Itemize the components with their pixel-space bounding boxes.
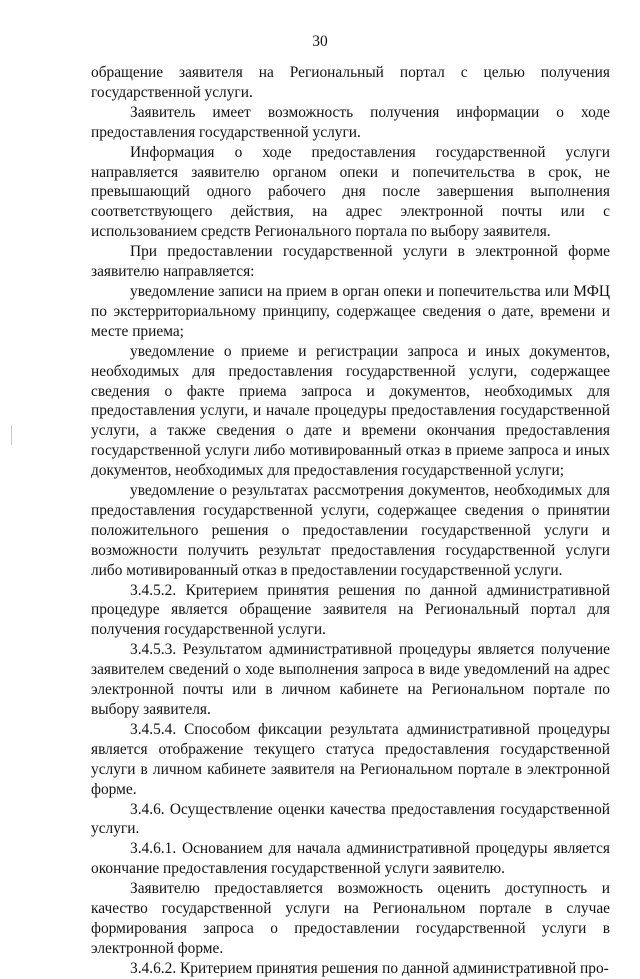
document-body — [91, 63, 610, 979]
page-number: 30 — [312, 33, 328, 50]
paragraph: 3.4.6. Осуществление оценки качества предоставления государственной услуги. — [91, 800, 610, 838]
paragraph: 3.4.5.3. Результатом административной процедуры является получение заявителем сведений о ходе выполнения запроса в виде уведомлений на адрес электронной почты или в личном кабинете на Региональном портале по выбору заявителя. — [91, 641, 610, 718]
paragraph: При предоставлении государственной услуги в электронной форме заявителю направляется: — [91, 243, 610, 281]
paragraph: 3.4.5.4. Способом фиксации результата административной процедуры является отображение текущего статуса предоставления государственной услуги в личном кабинете заявителя на Региональном портале в электронной форме. — [91, 720, 610, 798]
paragraph: Заявитель имеет возможность получения информации о ходе предоставления государственной услуги. — [91, 103, 610, 141]
scan-margin-mark — [11, 425, 12, 445]
paragraph: 3.4.6.1. Основанием для начала административной процедуры является окончание предоставления государственной услуги заявителю. — [91, 840, 610, 878]
paragraph: уведомление записи на прием в орган опеки и попечительства или МФЦ по экстерриториальному принципу, содержащее сведения о дате, времени и месте приема; — [91, 282, 610, 340]
paragraph: Заявителю предоставляется возможность оценить доступность и качество государственной услуги на Региональном портале в случае формирования запроса о предоставлении государственной услуги в электронной форме. — [91, 880, 610, 957]
paragraph: уведомление о результатах рассмотрения документов, необходимых для предоставления государственной услуги, содержащее сведения о принятии положительного решения о предоставлении государственной услуги и возможности получить результат предоставления государственной услуги либо мотивированный отказ в предоставлении государственной услуги. — [91, 482, 610, 579]
paragraph: обращение заявителя на Региональный портал с целью получения государственной услуги. — [91, 64, 610, 101]
paragraph: уведомление о приеме и регистрации запроса и иных документов, необходимых для предоставления государственной услуги, содержащее сведения о факте приема запроса и документов, необходимых для предоставления услуги, и начале процедуры предоставления государственной услуги, а также сведения о дате и времени окончания предоставления государственной услуги либо мотивированный отказ в приеме запроса и иных документов, необходимых для предоставления государственной услуги; — [91, 342, 610, 480]
paragraph: Информация о ходе предоставления государственной услуги направляется заявителю органом опеки и попечительства в срок, не превышающий одного рабочего дня после завершения выполнения соответствующего действия, на адрес электронной почты или с использованием средств Регионального портала по выбору заявителя. — [91, 143, 610, 241]
paragraph: 3.4.5.2. Критерием принятия решения по данной административной процедуре является обращение заявителя на Региональный портал для получения государственной услуги. — [91, 581, 610, 639]
paragraph: 3.4.6.2. Критерием принятия решения по данной административной про- — [130, 959, 609, 977]
